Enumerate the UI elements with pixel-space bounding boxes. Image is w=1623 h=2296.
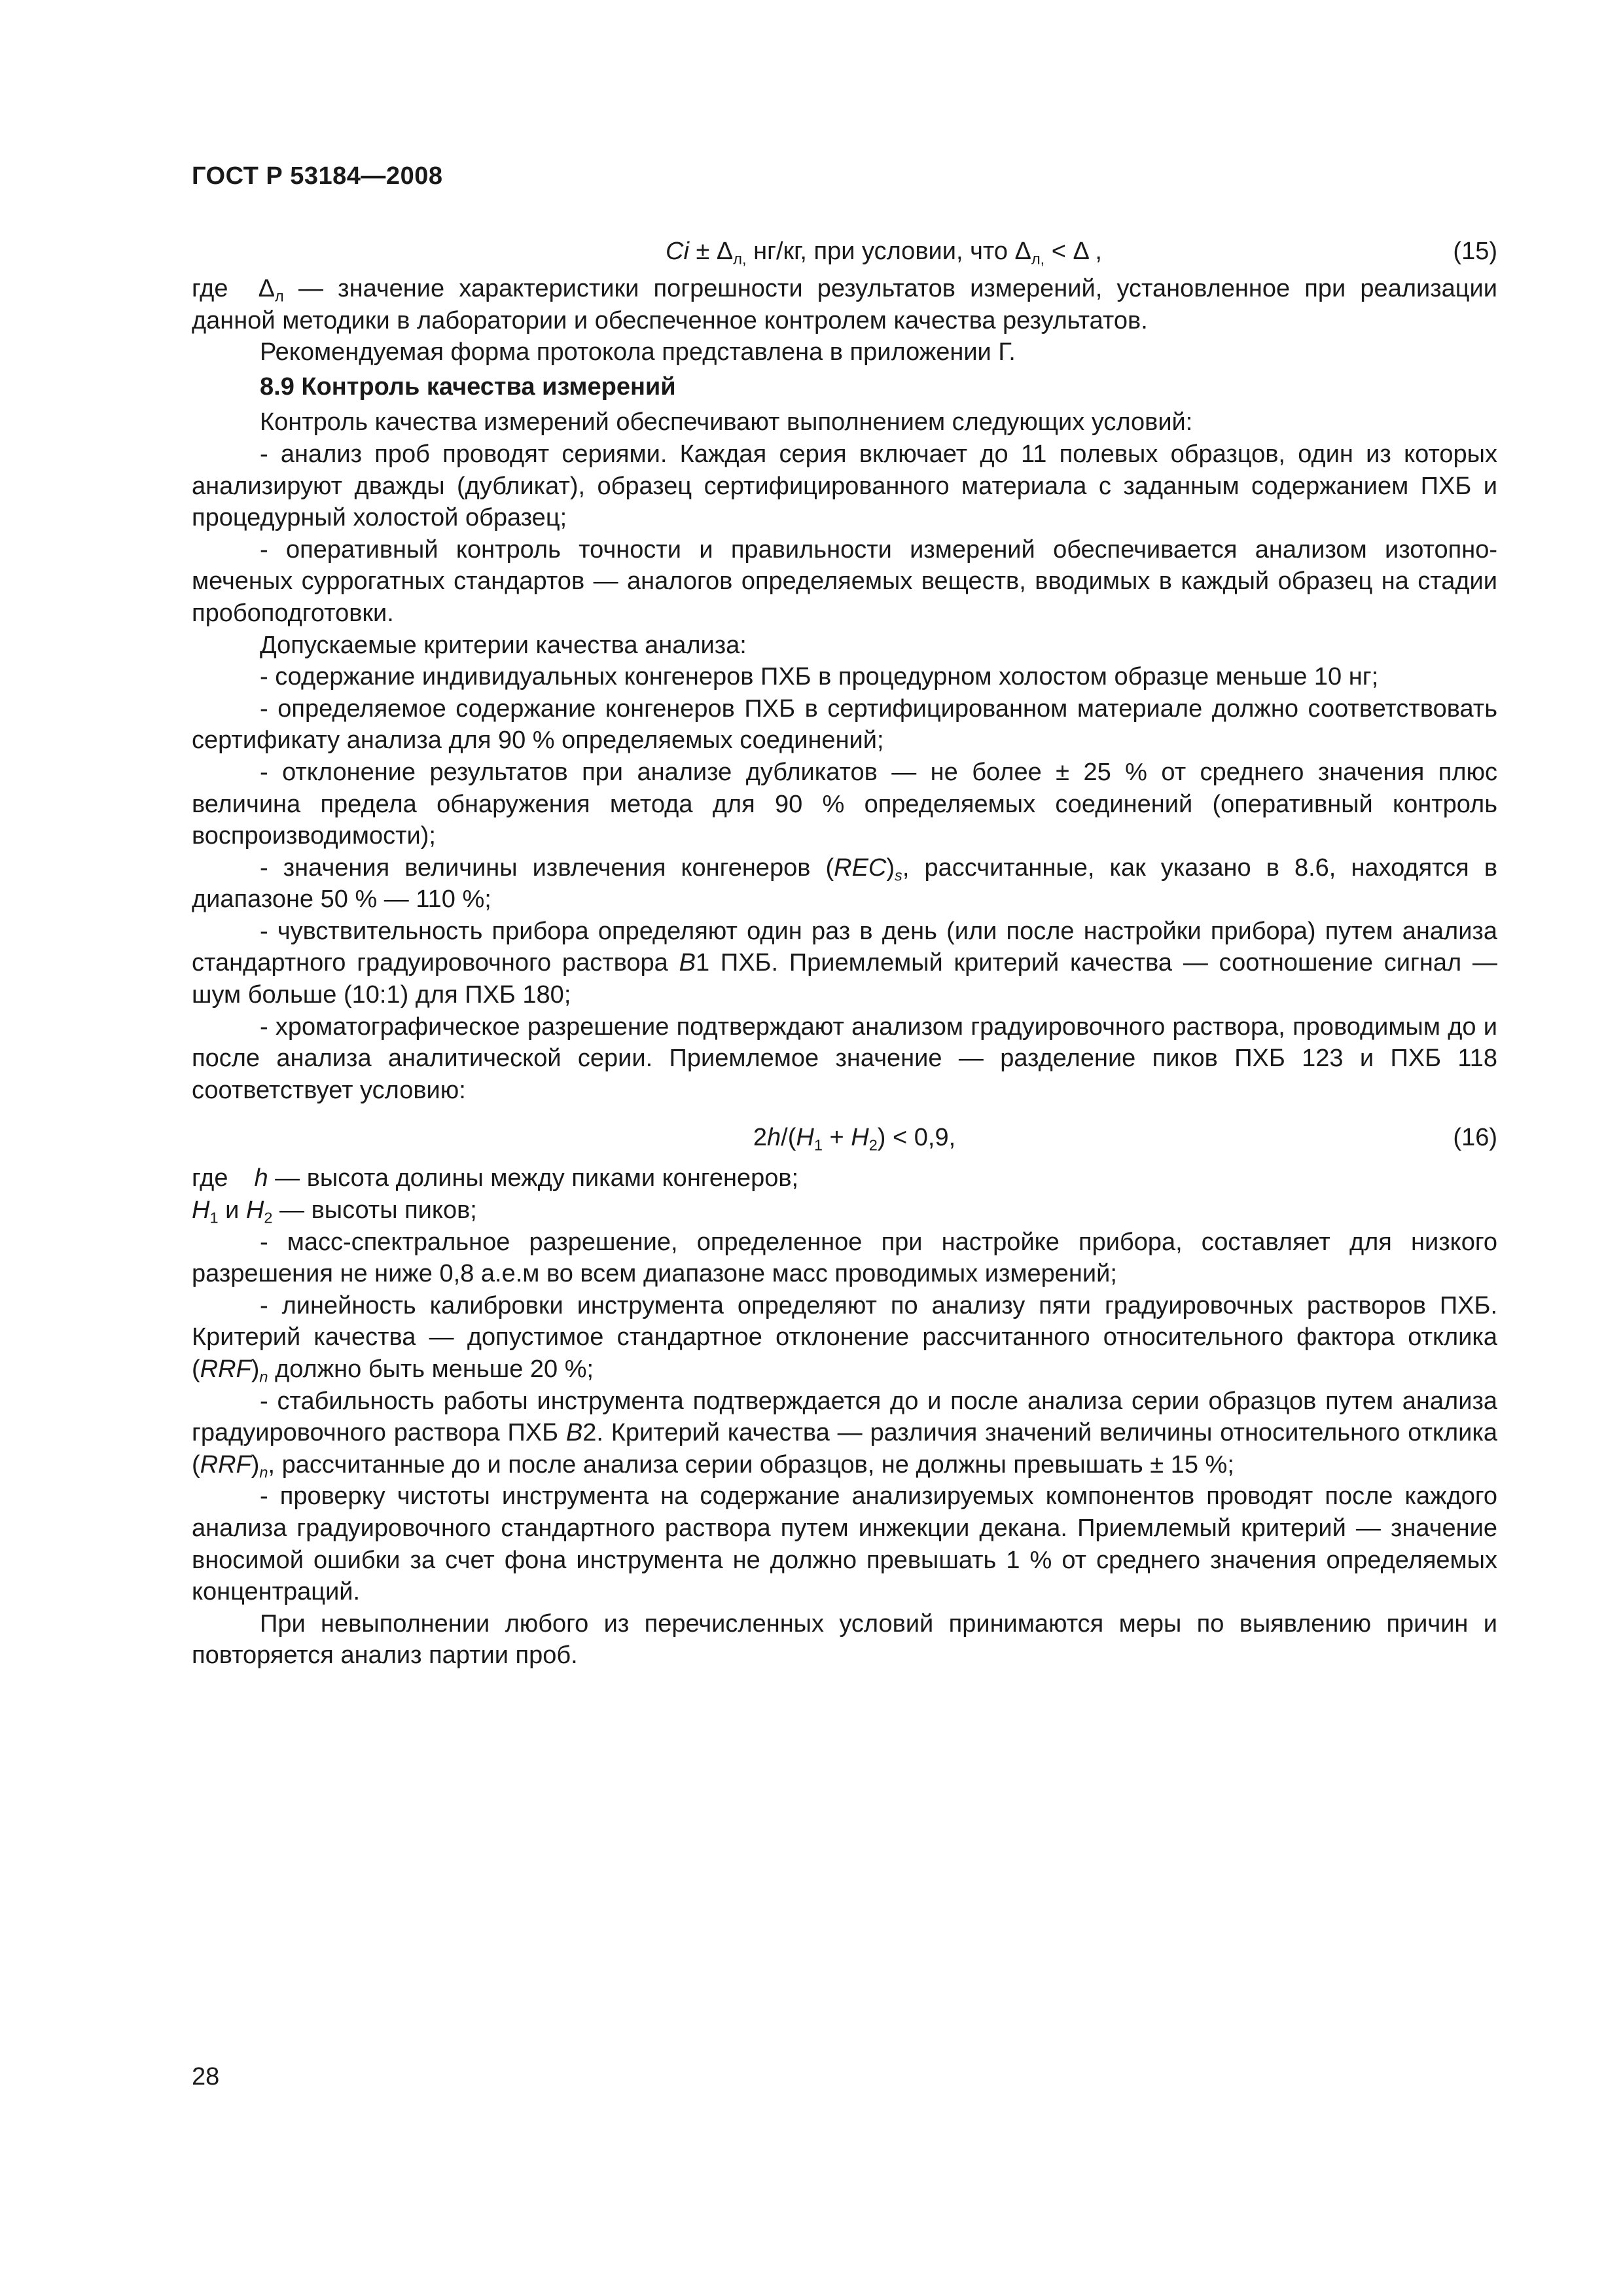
section-heading: 8.9 Контроль качества измерений bbox=[260, 372, 676, 401]
page-header: ГОСТ Р 53184—2008 bbox=[192, 162, 443, 190]
formula-16 bbox=[192, 1122, 1497, 1162]
paragraph-criteria: Допускаемые критерии качества анализа: bbox=[260, 631, 747, 659]
formula-15-expression: $Ci \pm \Delta_{л,}$ нг/кг, при условии, что $\Delta_{л,} < \Delta$ , bbox=[666, 238, 1102, 268]
where-definition-16: где h — высота долины между пиками конгенеров; bbox=[192, 1164, 799, 1193]
list-item-linearity: - линейность калибровки инструмента определяют по анализу пяти градуировочных растворов ПХБ. Критерий качества — допустимое стандартное отклонение рассчитанного относительного фактора отклика $(RRF)_n$ должно быть меньше 20 %; bbox=[192, 1291, 1497, 1386]
document-body bbox=[192, 236, 1497, 1672]
list-item-chromatographic: - хроматографическое разрешение подтверждают анализом градуировочного раствора, проводимым до и после анализа аналитической серии. Приемлемое значение — разделение пиков ПХБ 123 и ПХБ 118 соответствует условию: bbox=[192, 1013, 1497, 1104]
list-item-sensitivity: - чувствительность прибора определяют один раз в день (или после настройки прибора) путем анализа стандартного градуировочного раствора В1 ПХБ. Приемлемый критерий качества — соотношение сигнал — шум больше (10:1) для ПХБ 180; bbox=[192, 917, 1497, 1009]
paragraph-protocol: Рекомендуемая форма протокола представлена в приложении Г. bbox=[260, 338, 1016, 367]
peaks-definition: $H_1$ и $H_2$ — высоты пиков; bbox=[192, 1196, 477, 1227]
formula-15-number: (15) bbox=[1453, 238, 1497, 265]
list-item-stability: - стабильность работы инструмента подтверждается до и после анализа серии образцов путем анализа градуировочного раствора ПХБ В2. Критерий качества — различия значений величины относительного отклика $(RRF)_n$, рассчитанные до и после анализа серии образцов, не должны превышать ± 15 %; bbox=[192, 1387, 1497, 1481]
formula-16-expression: $2h/(H_1 + H_2) < 0,9$, bbox=[753, 1124, 956, 1154]
list-item-blank: - содержание индивидуальных конгенеров ПХБ в процедурном холостом образце меньше 10 нг; bbox=[260, 663, 1379, 691]
list-item-series: - анализ проб проводят сериями. Каждая серия включает до 11 полевых образцов, один из которых анализируют дважды (дубликат), образец сертифицированного материала с заданным содержанием ПХБ и процедурный холостой образец; bbox=[192, 440, 1497, 532]
list-item-purity: - проверку чистоты инструмента на содержание анализируемых компонентов проводят после каждого анализа градуировочного стандартного раствора путем инжекции декана. Приемлемый критерий — значение вносимой ошибки за счет фона инструмента не должно превышать 1 % от среднего значения определяемых концентраций. bbox=[192, 1482, 1497, 1606]
paragraph-intro: Контроль качества измерений обеспечивают выполнением следующих условий: bbox=[260, 408, 1193, 437]
list-item-duplicates: - отклонение результатов при анализе дубликатов — не более ± 25 % от среднего значения плюс величина предела обнаружения метода для 90 % определяемых соединений (оперативный контроль воспроизводимости); bbox=[192, 758, 1497, 850]
paragraph-final: При невыполнении любого из перечисленных условий принимаются меры по выявлению причин и повторяется анализ партии проб. bbox=[192, 1609, 1497, 1670]
formula-16-number: (16) bbox=[1453, 1124, 1497, 1152]
page-number: 28 bbox=[192, 2063, 220, 2090]
list-item-mass-resolution: - масс-спектральное разрешение, определенное при настройке прибора, составляет для низкого разрешения не ниже 0,8 а.е.м во всем диапазоне масс проводимых измерений; bbox=[192, 1228, 1497, 1288]
list-item-certified: - определяемое содержание конгенеров ПХБ в сертифицированном материале должно соответствовать сертификату анализа для 90 % определяемых соединений; bbox=[192, 694, 1497, 755]
list-item-operative-control: - оперативный контроль точности и правильности измерений обеспечивается анализом изотопно-меченых суррогатных стандартов — аналогов определяемых веществ, вводимых в каждый образец на стадии пробоподготовки. bbox=[192, 535, 1497, 627]
list-item-recovery: - значения величины извлечения конгенеров $(REC)_s$, рассчитанные, как указано в 8.6, находятся в диапазоне 50 % — 110 %; bbox=[192, 853, 1498, 914]
where-definition-15: где $\Delta_л$ — значение характеристики погрешности результатов измерений, установленное при реализации данной методики в лаборатории и обеспеченное контролем качества результатов. bbox=[192, 275, 1497, 334]
formula-15 bbox=[192, 236, 1497, 273]
